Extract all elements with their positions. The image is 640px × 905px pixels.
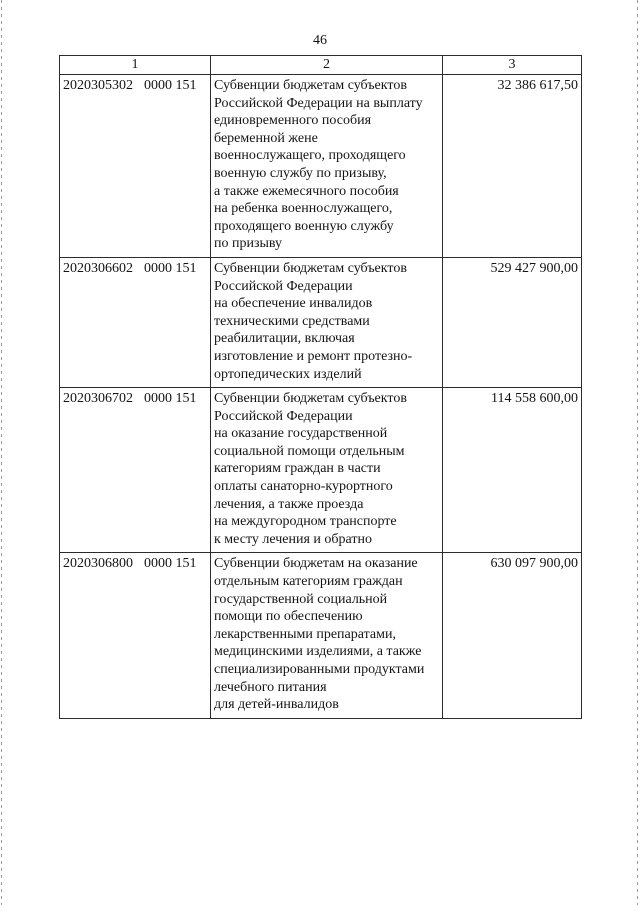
description-line: Субвенции бюджетам на оказание [214, 556, 418, 572]
description-line: на обеспечение инвалидов [214, 296, 373, 312]
budget-code-cell [60, 257, 211, 387]
table-row [60, 257, 582, 387]
description-line: Субвенции бюджетам субъектов [214, 78, 407, 93]
description-cell [211, 75, 443, 258]
description-line: медицинскими изделиями, а также [214, 644, 422, 660]
budget-subcode: 0000 151 [144, 556, 197, 572]
description-line: техническими средствами [214, 313, 370, 329]
budget-code: 2020306702 [63, 391, 133, 407]
description-line: лечения, а также проезда [214, 496, 364, 512]
description-line: проходящего военную службу [214, 218, 394, 234]
description-line: к месту лечения и обратно [214, 531, 372, 547]
table-row [60, 75, 582, 258]
page-number: 46 [313, 33, 327, 48]
budget-code: 2020306800 [63, 556, 133, 572]
description-line: а также ежемесячного пособия [214, 183, 399, 199]
description-line: Российской Федерации на выплату [214, 95, 423, 111]
description-line: на оказание государственной [214, 426, 388, 442]
column-header-2: 2 [211, 56, 443, 75]
description-line: реабилитации, включая [214, 331, 355, 347]
column-header-1: 1 [60, 56, 211, 75]
table-row [60, 553, 582, 718]
budget-code: 2020306602 [63, 260, 133, 276]
description-line: беременной жене [214, 130, 318, 146]
description-line: на междугородном транспорте [214, 514, 397, 530]
column-header-3: 3 [443, 56, 582, 75]
description-line: лечебного питания [214, 679, 327, 695]
description-cell [211, 388, 443, 553]
description-line: оплаты санаторно-курортного [214, 479, 393, 495]
budget-code-cell [60, 553, 211, 718]
description-line: Российской Федерации [214, 408, 353, 424]
table-header-row [60, 56, 582, 75]
budget-table [59, 55, 582, 719]
description-line: категориям граждан в части [214, 461, 381, 477]
budget-subcode: 0000 151 [144, 78, 197, 93]
amount-cell: 630 097 900,00 [443, 553, 582, 718]
description-line: помощи по обеспечению [214, 609, 363, 625]
budget-code-cell [60, 75, 211, 258]
amount-cell: 114 558 600,00 [443, 388, 582, 553]
description-line: изготовление и ремонт протезно- [214, 348, 413, 364]
scan-edge-left [1, 0, 2, 905]
table-row [60, 388, 582, 553]
description-line: по призыву [214, 236, 283, 252]
description-line: Субвенции бюджетам субъектов [214, 260, 407, 276]
budget-subcode: 0000 151 [144, 260, 197, 276]
description-line: специализированными продуктами [214, 662, 425, 677]
budget-code: 2020305302 [63, 78, 133, 93]
description-cell [211, 257, 443, 387]
description-line: государственной социальной [214, 591, 388, 607]
scan-edge-right [637, 0, 638, 905]
amount-cell: 32 386 617,50 [443, 75, 582, 258]
description-line: для детей-инвалидов [214, 697, 339, 713]
description-cell [211, 553, 443, 718]
description-line: единовременного пособия [214, 113, 372, 129]
amount-cell: 529 427 900,00 [443, 257, 582, 387]
budget-subcode: 0000 151 [144, 391, 197, 407]
description-line: военную службу по призыву, [214, 165, 387, 181]
budget-code-cell [60, 388, 211, 553]
description-line: Российской Федерации [214, 278, 353, 294]
description-line: ортопедических изделий [214, 366, 362, 382]
description-line: военнослужащего, проходящего [214, 148, 406, 164]
description-line: отдельным категориям граждан [214, 574, 403, 590]
description-line: Субвенции бюджетам субъектов [214, 391, 407, 407]
description-line: социальной помощи отдельным [214, 443, 405, 459]
description-line: лекарственными препаратами, [214, 626, 396, 642]
description-line: на ребенка военнослужащего, [214, 201, 393, 217]
